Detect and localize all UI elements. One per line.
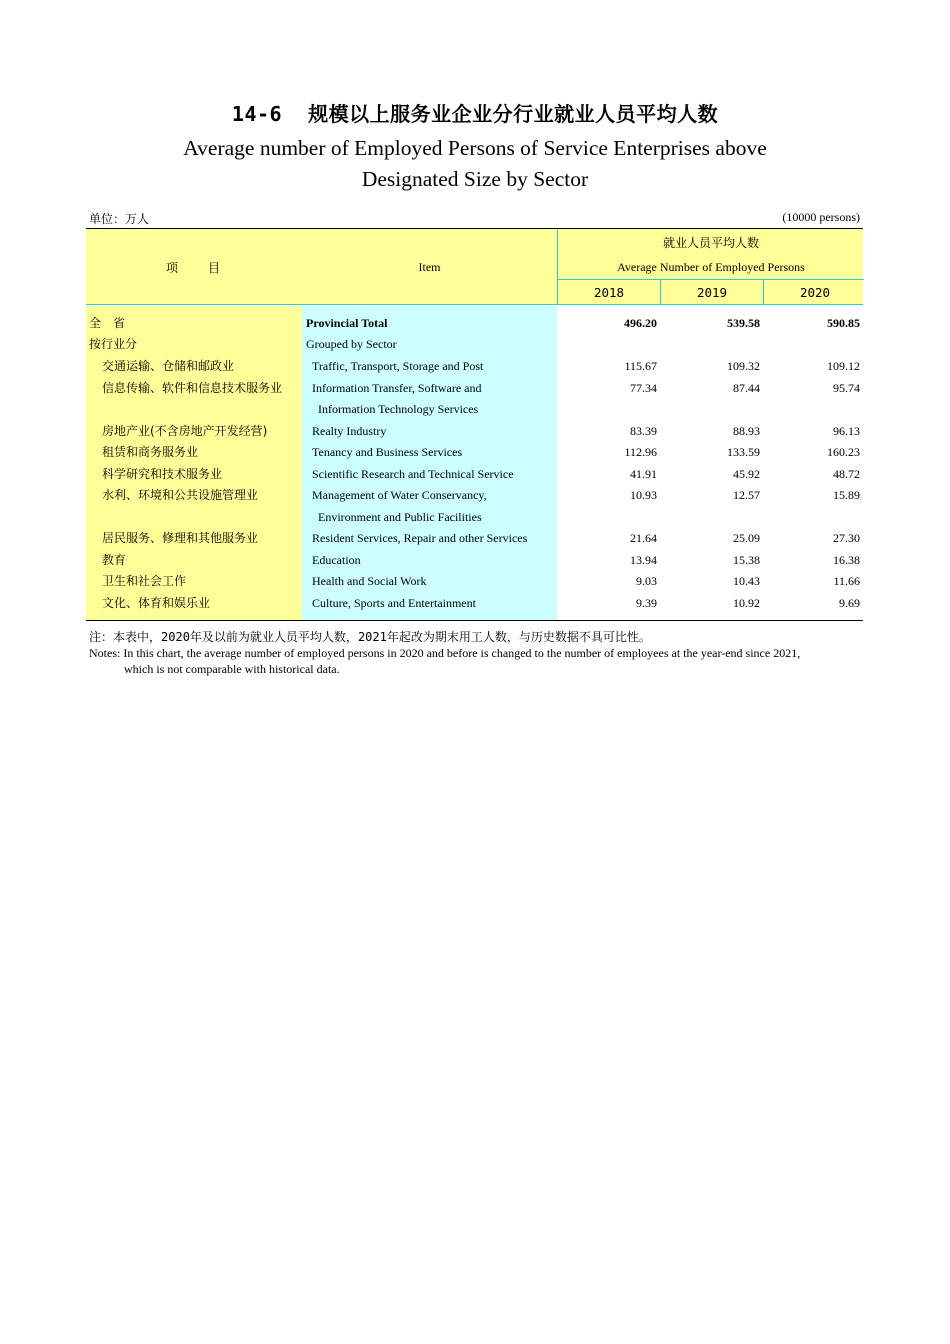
header-year-2018: 2018: [593, 285, 625, 300]
header-avg-en: Average Number of Employed Persons: [617, 260, 805, 274]
value-2019: 15.38: [733, 553, 760, 567]
value-2020: 95.74: [833, 381, 860, 395]
value-2020: 27.30: [833, 531, 860, 545]
row-label-en: Culture, Sports and Entertainment: [312, 596, 476, 610]
header-item-en: Item: [418, 260, 441, 274]
note-en-line2: which is not comparable with historical data.: [124, 662, 340, 676]
row-label-cn: 教育: [102, 553, 127, 567]
unit-label-en: (10000 persons): [782, 210, 860, 224]
row-label-cn: 房地产业(不含房地产开发经营): [102, 424, 268, 438]
row-label-cn: 居民服务、修理和其他服务业: [102, 531, 259, 545]
value-2020: 96.13: [833, 424, 860, 438]
row-label-en: Environment and Public Facilities: [318, 510, 482, 524]
value-2019: 539.58: [727, 316, 760, 330]
value-2018: 496.20: [624, 316, 657, 330]
row-label-en: Provincial Total: [306, 316, 388, 330]
value-2020: 109.12: [827, 359, 860, 373]
row-label-cn: 交通运输、仓储和邮政业: [102, 359, 235, 373]
value-2019: 87.44: [733, 381, 760, 395]
value-2019: 133.59: [727, 445, 760, 459]
row-label-en: Grouped by Sector: [306, 337, 397, 351]
row-label-en: Tenancy and Business Services: [312, 445, 463, 459]
value-2020: 160.23: [827, 445, 860, 459]
value-2019: 88.93: [733, 424, 760, 438]
table-row: [86, 593, 863, 614]
table-row: [86, 528, 863, 549]
table-row: [86, 378, 863, 399]
table-row: [86, 356, 863, 377]
note-cn-part: 年起改为期末用工人数，与历史数据不具可比性。: [386, 630, 651, 644]
header-values-cell: [557, 229, 863, 305]
header-year-2020: 2020: [799, 285, 831, 300]
table-title-en: [0, 133, 950, 195]
row-label-en: Information Technology Services: [318, 402, 479, 416]
row-label-cn: 科学研究和技术服务业: [102, 467, 223, 481]
value-2019: 45.92: [733, 467, 760, 481]
row-label-cn: 信息传输、软件和信息技术服务业: [102, 381, 283, 395]
row-label-en: Traffic, Transport, Storage and Post: [312, 359, 484, 373]
row-label-cn: 卫生和社会工作: [102, 574, 187, 588]
row-label-en: Resident Services, Repair and other Services: [312, 531, 528, 545]
header-year-2019: 2019: [696, 285, 728, 300]
row-label-en: Realty Industry: [312, 424, 387, 438]
header-item-cn: 项 目: [165, 261, 222, 275]
note-cn-part: 注：本表中，: [89, 630, 162, 644]
value-2020: 9.69: [839, 596, 860, 610]
table-bottom-rule: [86, 620, 863, 621]
value-2018: 9.03: [636, 574, 657, 588]
row-label-cn: 文化、体育和娱乐业: [102, 596, 211, 610]
note-cn-year: 2020: [161, 630, 190, 644]
value-2020: 11.66: [833, 574, 860, 588]
header-item-cell: [86, 229, 557, 305]
value-2018: 83.39: [630, 424, 657, 438]
note-cn: [89, 628, 651, 645]
row-label-en: Management of Water Conservancy,: [312, 488, 487, 502]
value-2018: 10.93: [630, 488, 657, 502]
table-row-continuation: [86, 507, 863, 528]
value-2018: 9.39: [636, 596, 657, 610]
table-row: [86, 421, 863, 442]
value-2019: 10.92: [733, 596, 760, 610]
table-row: [86, 313, 863, 334]
row-label-cn: 租赁和商务服务业: [102, 445, 199, 459]
row-label-cn: 按行业分: [89, 337, 138, 351]
title-en-line1: Average number of Employed Persons of Service Enterprises above: [183, 136, 767, 160]
table-row: [86, 442, 863, 463]
row-label-en: Scientific Research and Technical Service: [312, 467, 514, 481]
unit-label-cn: 单位：万人: [89, 212, 150, 226]
header-bottom-rule: [86, 304, 863, 305]
title-text-cn: 规模以上服务业企业分行业就业人员平均人数: [308, 102, 719, 126]
value-2018: 41.91: [630, 467, 657, 481]
value-2020: 16.38: [833, 553, 860, 567]
row-label-en: Information Transfer, Software and: [312, 381, 482, 395]
value-2019: 109.32: [727, 359, 760, 373]
note-en-line1: Notes: In this chart, the average number of employed persons in 2020 and before is changed to the number of employees at the year-end since 2021,: [89, 646, 801, 660]
value-2020: 15.89: [833, 488, 860, 502]
value-2019: 25.09: [733, 531, 760, 545]
value-2018: 115.67: [624, 359, 657, 373]
table-row: [86, 464, 863, 485]
value-2020: 48.72: [833, 467, 860, 481]
table-row: [86, 485, 863, 506]
value-2019: 10.43: [733, 574, 760, 588]
table-row-continuation: [86, 399, 863, 420]
header-avg-cn: 就业人员平均人数: [662, 236, 759, 250]
value-2018: 21.64: [630, 531, 657, 545]
value-2018: 13.94: [630, 553, 657, 567]
title-en-line2: Designated Size by Sector: [361, 167, 589, 191]
header-divider: [558, 279, 864, 280]
row-label-cn: 全 省: [89, 316, 126, 330]
value-2019: 12.57: [733, 488, 760, 502]
note-cn-year: 2021: [357, 630, 387, 644]
table-row: [86, 571, 863, 592]
table-number: 14-6: [231, 102, 283, 126]
table-row: [86, 550, 863, 571]
value-2018: 112.96: [624, 445, 657, 459]
table-title-cn: [0, 98, 950, 127]
table-row: [86, 334, 863, 355]
row-label-en: Health and Social Work: [312, 574, 427, 588]
data-table: [86, 228, 863, 621]
value-2020: 590.85: [827, 316, 860, 330]
row-label-cn: 水利、环境和公共设施管理业: [102, 488, 259, 502]
note-cn-part: 年及以前为就业人员平均人数，: [189, 630, 358, 644]
row-label-en: Education: [312, 553, 361, 567]
value-2018: 77.34: [630, 381, 657, 395]
